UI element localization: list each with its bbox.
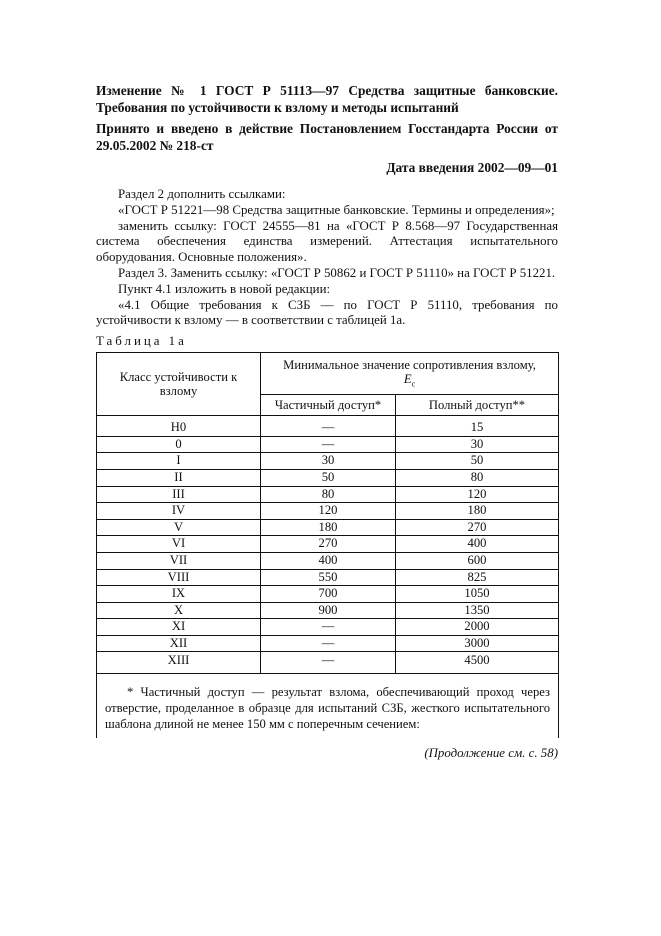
header-resistance-symbol: E [403, 371, 412, 386]
cell-class: VIII [97, 569, 261, 586]
header-resistance-subscript: c [411, 379, 416, 389]
cell-partial: 270 [261, 536, 396, 553]
cell-full: 3000 [396, 635, 559, 652]
cell-partial: 180 [261, 519, 396, 536]
footnote-cell [97, 674, 559, 739]
cell-partial: 900 [261, 602, 396, 619]
table-row [97, 619, 559, 636]
paragraph-2: «ГОСТ Р 51221—98 Средства защитные банковские. Термины и определения»; [118, 202, 555, 217]
cell-partial: 50 [261, 469, 396, 486]
table-row [97, 536, 559, 553]
cell-partial: 30 [261, 453, 396, 470]
cell-partial: 120 [261, 503, 396, 520]
adoption-statement: Принято и введено в действие Постановлением Госстандарта России от 29.05.2002 № 218-ст [96, 121, 558, 153]
effective-date: Дата введения 2002—09—01 [386, 160, 558, 175]
document-page [96, 82, 558, 761]
cell-full: 270 [396, 519, 559, 536]
table-row [97, 635, 559, 652]
table-footnote: * Частичный доступ — результат взлома, обеспечивающий проход через отверстие, проделанное в образце для испытаний СЗБ, жесткого испытательного шаблона длиной не менее 150 мм с поперечным сечением: [105, 685, 550, 732]
header-full: Полный доступ** [396, 395, 559, 416]
header-class: Класс устойчивости к взлому [97, 353, 261, 416]
cell-class: VI [97, 536, 261, 553]
cell-class: VII [97, 552, 261, 569]
table-row [97, 486, 559, 503]
table-row [97, 586, 559, 603]
cell-full: 50 [396, 453, 559, 470]
table-row [97, 602, 559, 619]
table-title: Таблица 1а [96, 334, 187, 349]
cell-partial: 400 [261, 552, 396, 569]
cell-partial: — [261, 619, 396, 636]
document-title: Изменение № 1 ГОСТ Р 51113—97 Средства защитные банковские. Требования по устойчивости к взлому и методы испытаний [96, 83, 558, 115]
cell-full: 825 [396, 569, 559, 586]
cell-full: 30 [396, 436, 559, 453]
cell-class: II [97, 469, 261, 486]
table-row [97, 552, 559, 569]
cell-class: X [97, 602, 261, 619]
cell-partial: — [261, 652, 396, 674]
cell-partial: — [261, 635, 396, 652]
paragraph-4: Раздел 3. Заменить ссылку: «ГОСТ Р 50862 и ГОСТ Р 51110» на ГОСТ Р 51221. [118, 265, 556, 280]
cell-class: XIII [97, 652, 261, 674]
footnote-row [97, 674, 559, 739]
cell-class: V [97, 519, 261, 536]
cell-class: Н0 [97, 416, 261, 437]
cell-partial: — [261, 416, 396, 437]
cell-partial: 550 [261, 569, 396, 586]
table-row [97, 569, 559, 586]
cell-full: 400 [396, 536, 559, 553]
paragraph-1: Раздел 2 дополнить ссылками: [118, 187, 286, 201]
resistance-table [96, 352, 559, 738]
continuation-note: (Продолжение см. с. 58) [424, 746, 558, 761]
cell-full: 2000 [396, 619, 559, 636]
cell-class: 0 [97, 436, 261, 453]
cell-class: XII [97, 635, 261, 652]
cell-class: I [97, 453, 261, 470]
cell-full: 600 [396, 552, 559, 569]
table-row [97, 416, 559, 437]
cell-class: IV [97, 503, 261, 520]
cell-partial: 80 [261, 486, 396, 503]
cell-full: 4500 [396, 652, 559, 674]
table-row [97, 503, 559, 520]
header-resistance-label: Минимальное значение сопротивления взлому, [283, 357, 536, 372]
cell-class: IX [97, 586, 261, 603]
cell-full: 15 [396, 416, 559, 437]
cell-full: 120 [396, 486, 559, 503]
cell-partial: — [261, 436, 396, 453]
paragraph-5: Пункт 4.1 изложить в новой редакции: [118, 281, 331, 296]
paragraph-3: заменить ссылку: ГОСТ 24555—81 на «ГОСТ Р 8.568—97 Государственная система обеспечения единства измерений. Аттестация испытательного оборудования. Основные положения». [96, 218, 558, 265]
cell-full: 80 [396, 469, 559, 486]
header-resistance [261, 353, 559, 395]
cell-class: III [97, 486, 261, 503]
cell-full: 180 [396, 503, 559, 520]
cell-full: 1350 [396, 602, 559, 619]
table-row [97, 469, 559, 486]
table-row [97, 436, 559, 453]
table-row [97, 652, 559, 674]
cell-full: 1050 [396, 586, 559, 603]
table-row [97, 519, 559, 536]
table-row [97, 453, 559, 470]
cell-partial: 700 [261, 586, 396, 603]
cell-class: XI [97, 619, 261, 636]
header-partial: Частичный доступ* [261, 395, 396, 416]
paragraph-6: «4.1 Общие требования к СЗБ — по ГОСТ Р 51110, требования по устойчивости к взлому — в соответствии с таблицей 1а. [96, 297, 558, 328]
body-text [96, 187, 558, 329]
